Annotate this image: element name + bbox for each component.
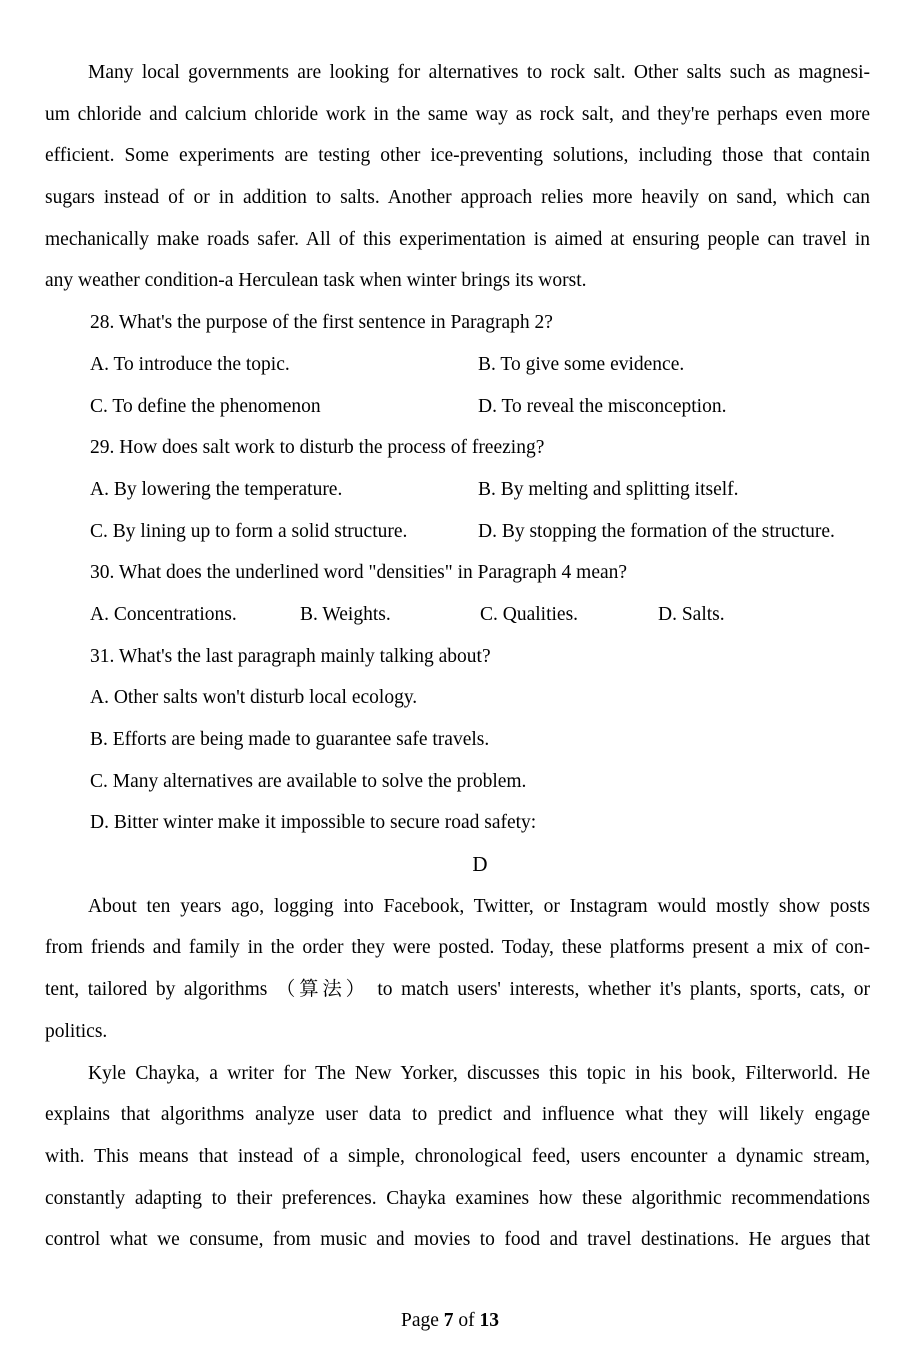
option-30-a: A. Concentrations. [90, 603, 237, 625]
passage-line: efficient. Some experiments are testing other ice-preventing solutions, including those that contain [45, 145, 870, 167]
option-31-d: D. Bitter winter make it impossible to secure road safety: [90, 812, 537, 834]
passage-line: politics. [45, 1020, 108, 1042]
passage-line: um chloride and calcium chloride work in the same way as rock salt, and they're perhaps even more [45, 103, 870, 125]
passage-line: with. This means that instead of a simple, chronological feed, users encounter a dynamic stream, [45, 1145, 870, 1167]
page-footer [0, 1300, 900, 1342]
option-29-a: A. By lowering the temperature. [90, 478, 343, 500]
footer-total-pages: 13 [479, 1310, 500, 1331]
section-d-heading: D [472, 852, 488, 877]
option-31-a: A. Other salts won't disturb local ecology. [90, 687, 418, 709]
question-29-stem: 29. How does salt work to disturb the process of freezing? [90, 437, 545, 459]
option-29-d: D. By stopping the formation of the structure. [478, 520, 835, 542]
passage-line: About ten years ago, logging into Facebook, Twitter, or Instagram would mostly show posts [88, 895, 870, 917]
option-31-b: B. Efforts are being made to guarantee safe travels. [90, 729, 490, 750]
option-28-c: C. To define the phenomenon [90, 395, 321, 417]
document-content [45, 52, 870, 1261]
option-30-c: C. Qualities. [480, 603, 579, 625]
question-29-options-row [45, 511, 870, 553]
question-31-stem: 31. What's the last paragraph mainly talking about? [90, 645, 491, 667]
option-30-d: D. Salts. [658, 603, 725, 625]
option-28-d: D. To reveal the misconception. [478, 395, 727, 417]
passage-line: from friends and family in the order they were posted. Today, these platforms present a mix of con- [45, 937, 870, 959]
footer-current-page: 7 [443, 1310, 454, 1331]
question-28-stem: 28. What's the purpose of the first sentence in Paragraph 2? [90, 312, 553, 334]
passage-line: tent, tailored by algorithms （算法） to match users' interests, whether it's plants, sports, cats, or [45, 979, 870, 1001]
footer-page-label: Page [400, 1310, 439, 1331]
question-29-options-row [45, 469, 870, 511]
option-31-c: C. Many alternatives are available to solve the problem. [90, 770, 527, 792]
option-29-b: B. By melting and splitting itself. [478, 478, 739, 500]
question-28-options-row [45, 386, 870, 428]
passage-line: sugars instead of or in addition to salts. Another approach relies more heavily on sand, which can [45, 187, 870, 209]
footer-of-label: of [458, 1310, 475, 1331]
passage-line: control what we consume, from music and movies to food and travel destinations. He argues that [45, 1229, 870, 1251]
passage-line: explains that algorithms analyze user data to predict and influence what they will likely engage [45, 1104, 870, 1126]
option-30-b: B. Weights. [300, 603, 391, 625]
question-28-options-row [45, 344, 870, 386]
passage-line: Kyle Chayka, a writer for The New Yorker, discusses this topic in his book, Filterworld. He [88, 1062, 870, 1084]
question-30-stem: 30. What does the underlined word "densities" in Paragraph 4 mean? [90, 562, 628, 584]
passage-line: any weather condition-a Herculean task when winter brings its worst. [45, 270, 587, 292]
option-28-b: B. To give some evidence. [478, 353, 685, 375]
question-30-options-row [45, 594, 870, 636]
option-29-c: C. By lining up to form a solid structure. [90, 520, 408, 542]
option-28-a: A. To introduce the topic. [90, 353, 290, 375]
passage-line: constantly adapting to their preferences. Chayka examines how these algorithmic recommendations [45, 1187, 870, 1209]
passage-line: Many local governments are looking for alternatives to rock salt. Other salts such as magnesi- [88, 62, 870, 83]
passage-line: mechanically make roads safer. All of this experimentation is aimed at ensuring people can travel in [45, 228, 870, 250]
